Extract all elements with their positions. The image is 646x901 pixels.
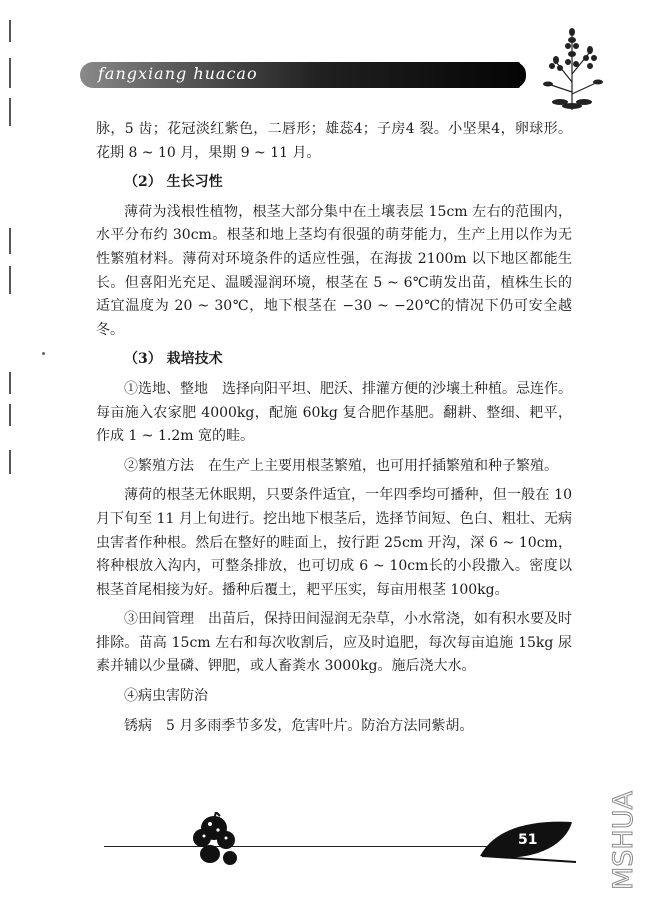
scan-edge-mark bbox=[9, 228, 11, 254]
running-header-banner bbox=[80, 62, 520, 88]
section-heading: （2） 生长习性 bbox=[124, 174, 223, 191]
paragraph: 锈病 5 月多雨季节多发，危害叶片。防治方法同紫胡。 bbox=[124, 717, 474, 734]
running-header-title: fangxiang huacao bbox=[98, 64, 258, 83]
sub-heading: ④病虫害防治 bbox=[124, 688, 208, 705]
scan-edge-mark bbox=[9, 266, 11, 294]
watermark bbox=[602, 776, 642, 894]
page-body bbox=[96, 118, 572, 738]
watermark-text: MSHUA bbox=[608, 791, 639, 890]
scan-edge-mark bbox=[9, 372, 11, 394]
paragraph: ①选地、整地 选择向阳平坦、肥沃、排灌方便的沙壤土种植。忌连作。每亩施入农家肥 4000kg，配施 60kg 复合肥作基肥。翻耕、整细、耙平，作成 1 ~ 1.2m 宽的畦。 bbox=[96, 380, 572, 445]
scan-dot-mark bbox=[42, 352, 45, 355]
scan-edge-mark bbox=[9, 58, 11, 88]
plant-illustration bbox=[532, 22, 612, 114]
paragraph: 薄荷的根茎无休眠期，只要条件适宜，一年四季均可播种，但一般在 10 月下旬至 11 月上旬进行。挖出地下根茎后，选择节间短、色白、粗壮、无病虫害者作种根。然后在整好的畦面上，按行距 25cm 开沟，深 6 ~ 10cm，将种根放入沟内，可整条排放，也可切成 6 ~ 10cm长的小段撒入。密度以根茎首尾相接为好。播种后覆土，耙平压实，每亩用根茎 100kg。 bbox=[96, 487, 572, 598]
paragraph: ②繁殖方法 在生产上主要用根茎繁殖，也可用扦插繁殖和种子繁殖。 bbox=[124, 457, 558, 474]
scan-edge-mark bbox=[9, 20, 11, 42]
paragraph: ③田间管理 出苗后，保持田间湿润无杂草，小水常浇，如有积水要及时排除。苗高 15cm 左右和每次收割后，应及时追肥，每次每亩追施 15kg 尿素并辅以少量磷、钾肥，或人畜粪水 3000kg。施后浇大水。 bbox=[96, 611, 572, 675]
scan-edge-mark bbox=[9, 98, 11, 126]
page-number: 51 bbox=[518, 832, 538, 848]
scan-edge-mark bbox=[9, 450, 11, 474]
flower-illustration bbox=[180, 812, 250, 872]
section-heading: （3） 栽培技术 bbox=[124, 351, 223, 368]
scan-edge-mark bbox=[9, 404, 11, 426]
paragraph: 薄荷为浅根性植物，根茎大部分集中在土壤表层 15cm 左右的范围内，水平分布约 30cm。根茎和地上茎均有很强的萌芽能力，生产上用以作为无性繁殖材料。薄荷对环境条件的适应性强，在海拔 2100m 以下地区都能生长。但喜阳光充足、温暖湿润环境，根茎在 5 ~ 6℃萌发出苗，植株生长的适宜温度为 20 ~ 30℃，地下根茎在 −30 ~ −20℃的情况下仍可安全越冬。 bbox=[96, 203, 572, 338]
paragraph: 脉，5 齿；花冠淡红紫色，二唇形；雄蕊4；子房4 裂。小坚果4，卵球形。花期 8 ~ 10 月，果期 9 ~ 11 月。 bbox=[96, 121, 572, 161]
